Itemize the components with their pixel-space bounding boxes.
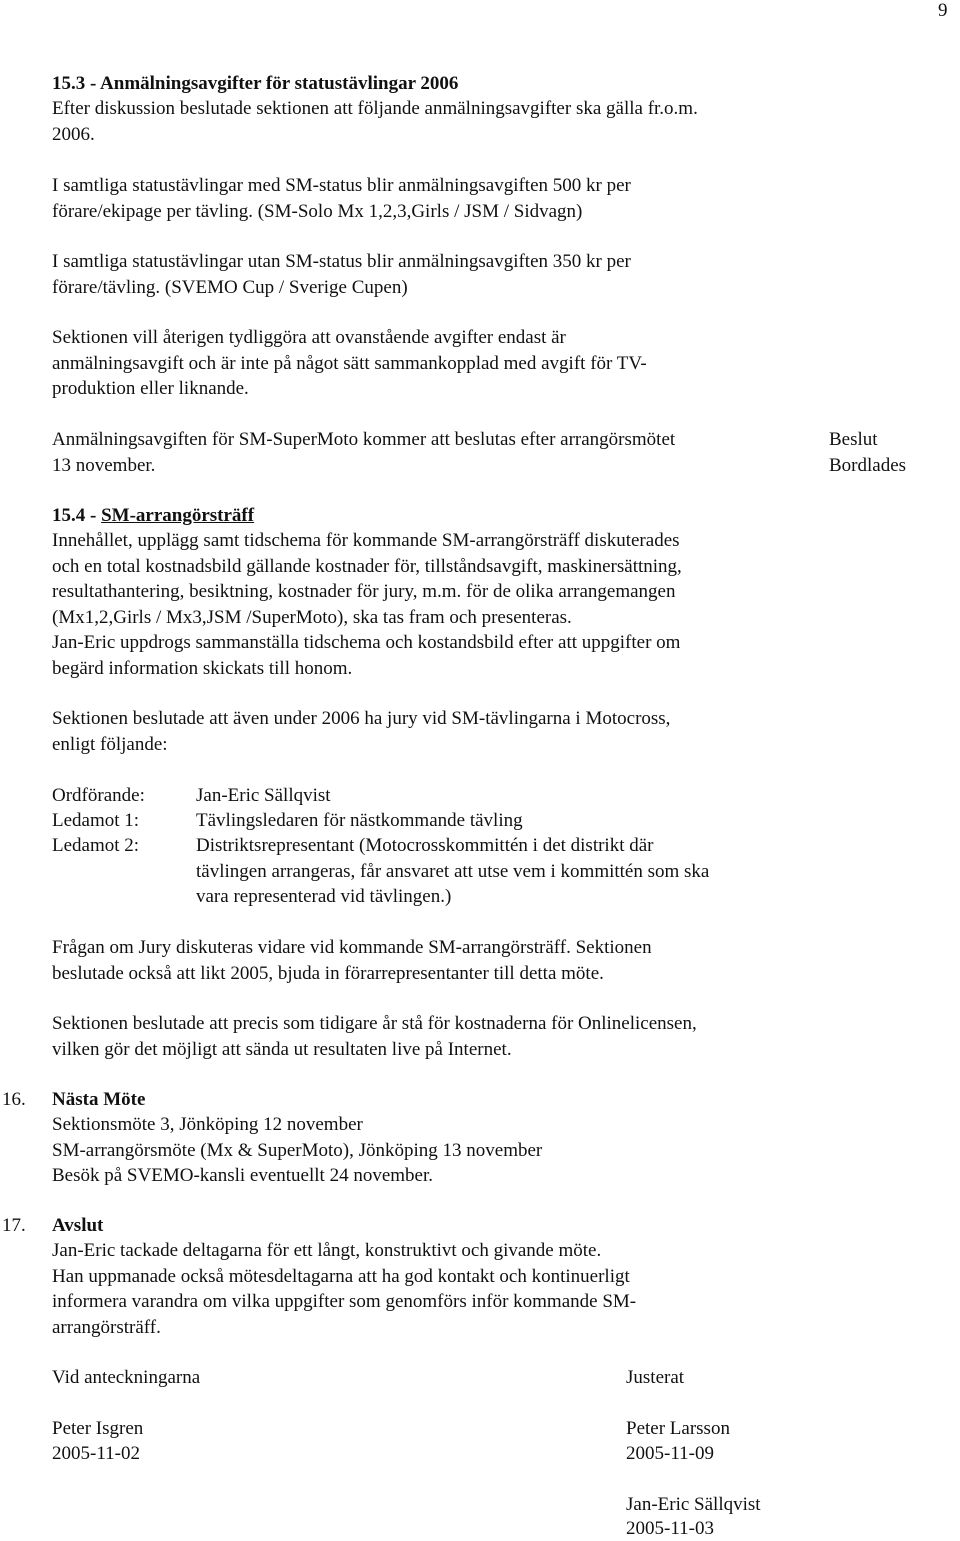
section-17-number: 17. <box>2 1215 26 1236</box>
section-15-4-paragraph-1 <box>52 528 682 681</box>
text-line: begärd information skickats till honom. <box>52 657 353 679</box>
decision-value: Bordlades <box>829 454 907 476</box>
text-line: I samtliga statustävlingar utan SM-status blir anmälningsavgiften 350 kr per <box>52 251 631 272</box>
text-line: vara representerad vid tävlingen.) <box>196 886 452 907</box>
decision-note <box>829 427 906 478</box>
section-16-body <box>52 1112 542 1189</box>
section-15-3-paragraph-3 <box>52 325 647 402</box>
section-16-title: Nästa Möte <box>52 1089 146 1110</box>
decision-label: Beslut <box>829 429 878 450</box>
section-15-4-number: 15.4 - <box>52 505 102 526</box>
text-line: Besök på SVEMO-kansli eventuellt 24 november. <box>52 1165 433 1186</box>
section-17-title: Avslut <box>52 1215 104 1236</box>
text-line: SM-arrangörsmöte (Mx & SuperMoto), Jönköping 13 november <box>52 1139 543 1161</box>
signature-left-date: 2005-11-02 <box>52 1443 140 1464</box>
signature-right-heading: Justerat <box>626 1367 685 1388</box>
text-line: Sektionsmöte 3, Jönköping 12 november <box>52 1114 363 1135</box>
jury-role-member-1: Ledamot 1: <box>52 810 140 831</box>
jury-person-member-1: Tävlingsledaren för nästkommande tävling <box>196 810 523 831</box>
text-line: Anmälningsavgiften för SM-SuperMoto kommer att beslutas efter arrangörsmötet <box>52 429 676 450</box>
signature-right-date-1: 2005-11-09 <box>626 1443 714 1464</box>
section-15-4-paragraph-4 <box>52 1011 697 1062</box>
text-line: och en total kostnadsbild gällande kostnader för, tillståndsavgift, maskinersättning, <box>52 555 682 577</box>
section-15-4-heading <box>52 503 254 528</box>
signature-left-name: Peter Isgren <box>52 1418 144 1439</box>
text-line: förare/tävling. (SVEMO Cup / Sverige Cupen) <box>52 276 408 298</box>
text-line: Jan-Eric uppdrogs sammanställa tidschema och kostandsbild efter att uppgifter om <box>52 632 681 653</box>
text-line: förare/ekipage per tävling. (SM-Solo Mx 1,2,3,Girls / JSM / Sidvagn) <box>52 200 583 222</box>
section-15-3-heading: 15.3 - Anmälningsavgifter för statustävlingar 2006 <box>52 73 459 94</box>
text-line: arrangörsträff. <box>52 1316 161 1338</box>
jury-role-chair: Ordförande: <box>52 785 145 806</box>
text-line: vilken gör det möjligt att sända ut resultaten live på Internet. <box>52 1038 512 1060</box>
text-line: Innehållet, upplägg samt tidschema för kommande SM-arrangörsträff diskuterades <box>52 530 680 551</box>
section-15-3-paragraph-4 <box>52 427 675 478</box>
page-number: 9 <box>938 0 948 21</box>
text-line: Sektionen beslutade att även under 2006 ha jury vid SM-tävlingarna i Motocross, <box>52 708 671 729</box>
text-line: anmälningsavgift och är inte på något sätt sammankopplad med avgift för TV- <box>52 352 647 374</box>
section-15-3-paragraph-2 <box>52 249 631 300</box>
jury-person-chair: Jan-Eric Sällqvist <box>196 785 331 806</box>
section-15-4-title: SM-arrangörsträff <box>101 505 255 526</box>
text-line: enligt följande: <box>52 733 168 755</box>
text-line: (Mx1,2,Girls / Mx3,JSM /SuperMoto), ska tas fram och presenteras. <box>52 606 572 628</box>
section-15-4-paragraph-2 <box>52 706 670 757</box>
text-line: resultathantering, besiktning, kostnader för jury, m.m. för de olika arrangemangen <box>52 581 676 602</box>
section-16-number: 16. <box>2 1089 26 1110</box>
text-line: beslutade också att likt 2005, bjuda in förarrepresentanter till detta möte. <box>52 962 604 984</box>
section-15-4-paragraph-3 <box>52 935 652 986</box>
text-line: Efter diskussion beslutade sektionen att följande anmälningsavgifter ska gälla fr.o.m. <box>52 98 698 119</box>
jury-person-member-2 <box>196 833 709 910</box>
text-line: tävlingen arrangeras, får ansvaret att utse vem i kommittén som ska <box>196 860 710 882</box>
signature-left-heading: Vid anteckningarna <box>52 1367 201 1388</box>
text-line: informera varandra om vilka uppgifter som genomförs inför kommande SM- <box>52 1291 637 1312</box>
text-line: produktion eller liknande. <box>52 378 249 399</box>
text-line: 13 november. <box>52 454 156 476</box>
signature-right-name-2: Jan-Eric Sällqvist <box>626 1494 761 1515</box>
text-line: Frågan om Jury diskuteras vidare vid kommande SM-arrangörsträff. Sektionen <box>52 937 652 958</box>
section-15-3-paragraph-1 <box>52 173 631 224</box>
jury-role-member-2: Ledamot 2: <box>52 835 140 856</box>
signature-right-name-1: Peter Larsson <box>626 1418 730 1439</box>
text-line: I samtliga statustävlingar med SM-status blir anmälningsavgiften 500 kr per <box>52 175 631 196</box>
text-line: Han uppmanade också mötesdeltagarna att ha god kontakt och kontinuerligt <box>52 1265 630 1287</box>
section-15-3-intro <box>52 96 698 147</box>
text-line: Jan-Eric tackade deltagarna för ett långt, konstruktivt och givande möte. <box>52 1240 602 1261</box>
text-line: Sektionen beslutade att precis som tidigare år stå för kostnaderna för Onlinelicensen, <box>52 1013 697 1034</box>
section-17-body <box>52 1238 636 1340</box>
signature-right-date-2: 2005-11-03 <box>626 1518 714 1539</box>
text-line: Sektionen vill återigen tydliggöra att ovanstående avgifter endast är <box>52 327 566 348</box>
text-line: Distriktsrepresentant (Motocrosskommittén i det distrikt där <box>196 835 654 856</box>
text-line: 2006. <box>52 123 95 145</box>
